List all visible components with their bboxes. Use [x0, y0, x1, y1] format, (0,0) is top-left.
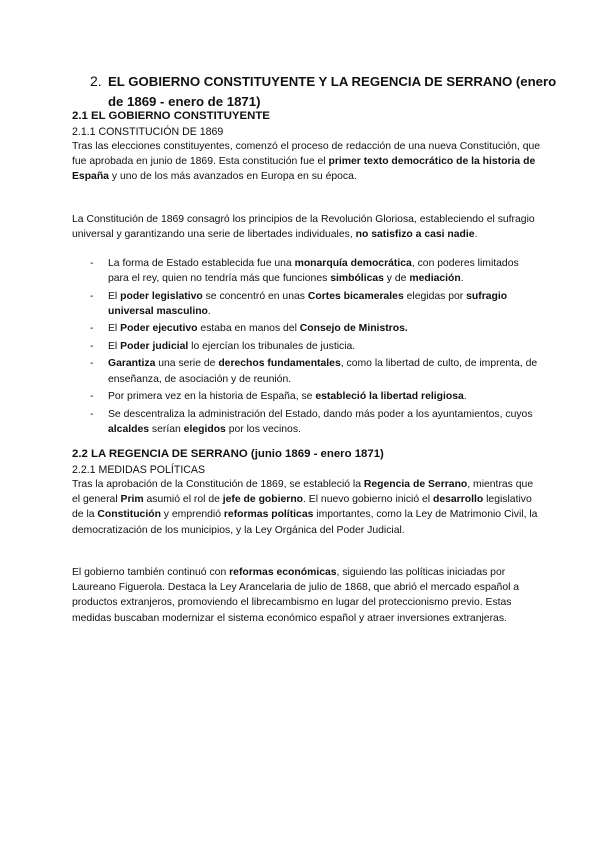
- text-run: legislativo de la: [72, 494, 532, 521]
- list-item: [72, 339, 542, 354]
- text-run: y uno de los más avanzados en Europa en su época.: [108, 171, 357, 183]
- text-run: , como la libertad de culto, de imprenta, de enseñanza, de asociación y de reunión.: [108, 358, 538, 385]
- text-run: El: [108, 323, 121, 335]
- text-run: .: [474, 229, 478, 241]
- text-run: Por primera vez en la historia de España, se: [108, 391, 316, 403]
- section-heading-2-1: 2.1 EL GOBIERNO CONSTITUYENTE: [72, 110, 270, 122]
- text-run: .: [463, 391, 467, 403]
- title-text: EL GOBIERNO CONSTITUYENTE Y LA REGENCIA DE SERRANO (enero de 1869 - enero de 1871): [108, 74, 557, 109]
- list-item: [72, 256, 542, 286]
- bullet-dash: -: [90, 290, 94, 302]
- bullet-dash: -: [90, 391, 94, 403]
- bold-text: no satisfizo a casi nadie: [355, 229, 475, 241]
- text-run: , mientras que el general: [72, 479, 534, 506]
- text-run: Tras la aprobación de la Constitución de 1869, se estableció la: [72, 479, 364, 490]
- subsection-heading-2-2-1: 2.2.1 MEDIDAS POLÍTICAS: [72, 464, 206, 476]
- bold-text: monarquía democrática: [294, 258, 412, 269]
- bold-text: alcaldes: [108, 423, 150, 435]
- bullet-dash: -: [90, 340, 94, 352]
- subsection-heading-2-1-1: 2.1.1 CONSTITUCIÓN DE 1869: [72, 126, 224, 138]
- list-item: [72, 321, 542, 336]
- bold-text: Constitución: [97, 509, 161, 521]
- bold-text: Poder ejecutivo: [120, 323, 198, 335]
- text-run: La Constitución de 1869 consagró los principios de la Revolución Gloriosa, estableciendo el sufragio universal y garantizando una serie de libertades individuales,: [72, 214, 535, 241]
- bold-text: Prim: [120, 494, 144, 506]
- bullet-dash: -: [90, 323, 94, 335]
- list-item: [72, 407, 542, 437]
- list-item: [72, 289, 542, 319]
- text-run: se concentró en unas: [202, 290, 308, 302]
- section-heading-2-2: 2.2 LA REGENCIA DE SERRANO (junio 1869 - enero 1871): [72, 448, 384, 460]
- text-run: elegidas por: [403, 290, 467, 302]
- bold-text: derechos fundamentales: [218, 358, 341, 370]
- paragraph-economic-reforms: [72, 565, 542, 626]
- document-title: [90, 72, 560, 111]
- bold-text: Consejo de Ministros.: [299, 323, 408, 335]
- text-run: una serie de: [155, 358, 219, 370]
- text-run: serían: [149, 423, 184, 435]
- text-run: El: [108, 340, 121, 352]
- text-run: asumió el rol de: [143, 494, 223, 506]
- bold-text: desarrollo: [432, 494, 484, 506]
- bold-text: simbólicas: [330, 273, 384, 285]
- paragraph-regency-politics: [72, 477, 542, 538]
- text-run: lo ejercían los tribunales de justicia.: [188, 340, 356, 352]
- bold-text: elegidos: [183, 423, 226, 435]
- bold-text: Poder judicial: [120, 340, 189, 352]
- bold-text: poder legislativo: [120, 290, 203, 302]
- text-run: . El nuevo gobierno inició el: [303, 494, 433, 506]
- bullet-dash: -: [90, 408, 94, 420]
- list-item: [72, 389, 542, 404]
- bold-text: primer texto democrático de la historia de España: [72, 156, 536, 183]
- bullet-dash: -: [90, 258, 94, 269]
- bold-text: Regencia de Serrano: [363, 479, 468, 490]
- list-item: [72, 356, 542, 386]
- text-run: y de: [383, 273, 410, 285]
- bold-text: reformas económicas: [229, 567, 337, 578]
- text-run: .: [460, 273, 464, 285]
- bold-text: reformas políticas: [223, 509, 314, 521]
- text-run: importantes, como la Ley de Matrimonio Civil, la democratización de los municipios, y la Ley Orgánica del Poder Judicial.: [72, 509, 538, 536]
- text-run: , con poderes limitados para el rey, quien no tendría más que funciones: [108, 258, 519, 285]
- bold-text: mediación: [409, 273, 461, 285]
- title-number: 2.: [90, 73, 102, 89]
- text-run: estaba en manos del: [197, 323, 300, 335]
- text-run: Tras las elecciones constituyentes, comenzó el proceso de redacción de una nueva Constitución, que fue aprobada en junio de 1869. Esta constitución fue el: [72, 141, 541, 168]
- text-run: y emprendió: [160, 509, 224, 521]
- text-run: El: [108, 290, 121, 302]
- bold-text: jefe de gobierno: [222, 494, 304, 506]
- text-run: El gobierno también continuó con: [72, 567, 230, 578]
- paragraph-constitution-intro: [72, 139, 542, 185]
- text-run: La forma de Estado establecida fue una: [108, 258, 295, 269]
- text-run: .: [207, 305, 211, 317]
- text-run: , siguiendo las políticas iniciadas por Laureano Figuerola. Destaca la Ley Arancelaria de julio de 1868, que abrió el mercado español a productos extranjeros, promoviendo el librecambismo en lugar del proteccionismo previo. Estas medidas buscaban modernizar el sistema económico español y atraer inversiones extranjeras.: [72, 567, 520, 624]
- bullet-dash: -: [90, 358, 94, 370]
- paragraph-constitution-principles: [72, 212, 542, 242]
- text-run: por los vecinos.: [225, 423, 301, 435]
- bold-text: Garantiza: [108, 358, 156, 370]
- bold-text: estableció la libertad religiosa: [315, 391, 464, 403]
- text-run: Se descentraliza la administración del Estado, dando más poder a los ayuntamientos, cuyos: [108, 408, 533, 420]
- bold-text: sufragio universal masculino: [108, 290, 508, 317]
- bold-text: Cortes bicamerales: [307, 290, 404, 302]
- constitution-features-list: [72, 256, 542, 439]
